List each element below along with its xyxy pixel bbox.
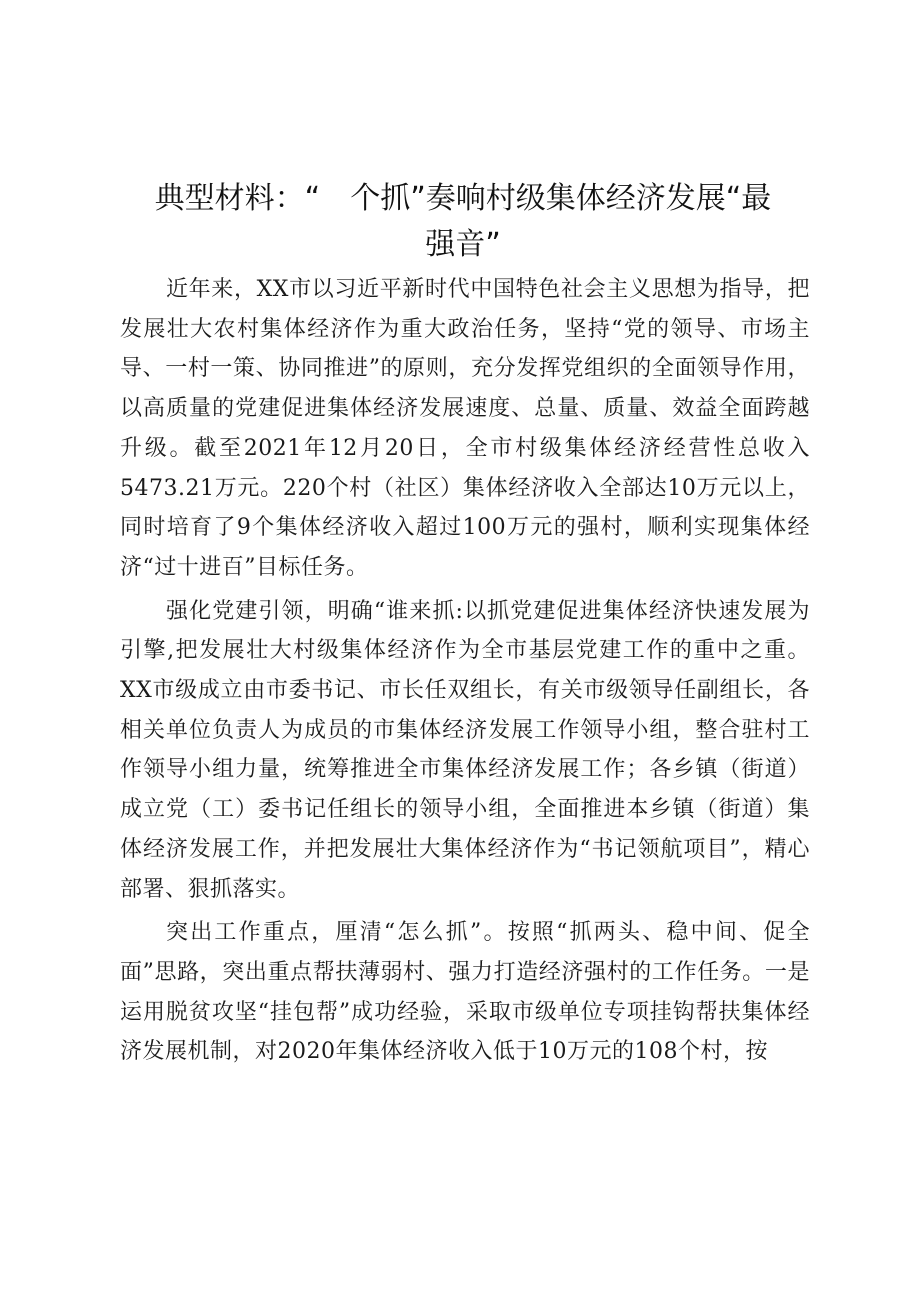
document-title [118, 176, 808, 268]
paragraph-intro: 近年来，XX市以习近平新时代中国特色社会主义思想为指导，把发展壮大农村集体经济作为重大政治任务，坚持“党的领导、市场主导、一村一策、协同推进”的原则，充分发挥党组织的全面领导作用，以高质量的党建促进集体经济发展速度、总量、质量、效益全面跨越升级。截至2021年12月20日，全市村级集体经济经营性总收入5473.21万元。220个村（社区）集体经济收入全部达10万元以上，同时培育了9个集体经济收入超过100万元的强村，顺利实现集体经济“过十进百”目标任务。 [120, 277, 810, 580]
document-body [120, 270, 810, 1072]
paragraph-work-focus: 突出工作重点，厘清“怎么抓”。按照“抓两头、稳中间、促全面”思路，突出重点帮扶薄弱村、强力打造经济强村的工作任务。一是运用脱贫攻坚“挂包帮”成功经验，采取市级单位专项挂钩帮扶集体经济发展机制，对2020年集体经济收入低于10万元的108个村，按 [120, 920, 810, 1065]
paragraph-party-leadership: 强化党建引领，明确“谁来抓:以抓党建促进集体经济快速发展为引擎,把发展壮大村级集体经济作为全市基层党建工作的重中之重。XX市级成立由市委书记、市长任双组长，有关市级领导任副组长，各相关单位负责人为成员的市集体经济发展工作领导小组，整合驻村工作领导小组力量，统筹推进全市集体经济发展工作；各乡镇（街道）成立党（工）委书记任组长的领导小组，全面推进本乡镇（街道）集体经济发展工作，并把发展壮大集体经济作为“书记领航项目”，精心部署、狠抓落实。 [120, 598, 810, 902]
title-line-2: 强音” [425, 227, 501, 262]
title-line-1: 典型材料：“ 个抓”奏响村级集体经济发展“最 [154, 181, 772, 216]
